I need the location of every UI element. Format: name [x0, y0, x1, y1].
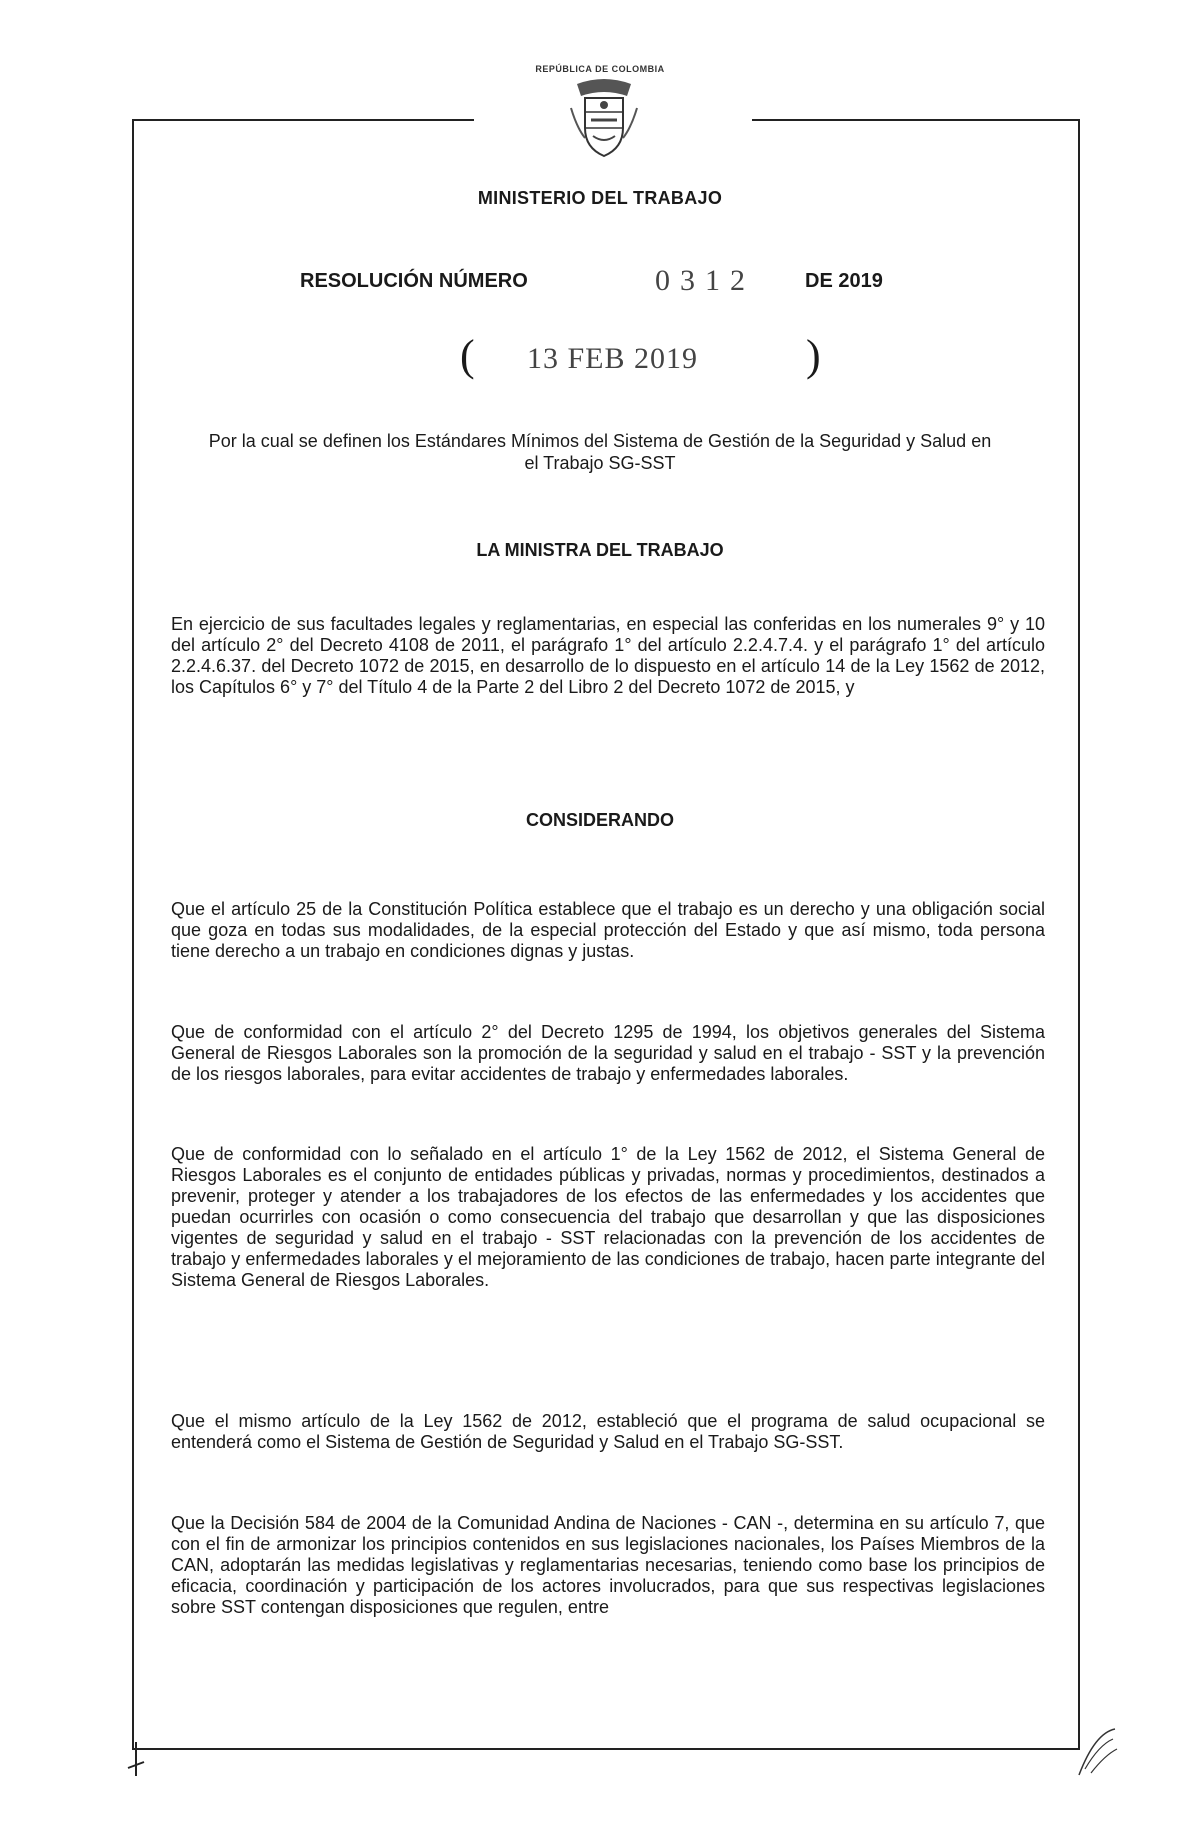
signature-mark-icon: [124, 1740, 150, 1780]
date-line: [0, 330, 1200, 380]
consideration-paragraph: Que de conformidad con lo señalado en el artículo 1° de la Ley 1562 de 2012, el Sistema General de Riesgos Laborales es el conjunto de entidades públicas y privadas, normas y procedimientos, destinados a prevenir, proteger y atender a los trabajadores de los efectos de las enfermedades y los accidentes que puedan ocurrirles con ocasión o como consecuencia del trabajo que desarrollan y que las disposiciones vigentes de seguridad y salud en el trabajo - SST relacionadas con la prevención de los accidentes de trabajo y enfermedades laborales y el mejoramiento de las condiciones de trabajo, hacen parte integrante del Sistema General de Riesgos Laborales.: [171, 1144, 1045, 1290]
resolution-line: [0, 264, 1200, 300]
resolution-label: RESOLUCIÓN NÚMERO: [300, 270, 528, 292]
initials-stamp-icon: [1075, 1725, 1119, 1780]
resolution-number: 0312: [655, 264, 755, 297]
issuer-heading: LA MINISTRA DEL TRABAJO: [476, 540, 724, 560]
frame-border-bottom: [132, 1748, 1080, 1750]
consideration-paragraph: Que el artículo 25 de la Constitución Política establece que el trabajo es un derecho y una obligación social que goza en todas sus modalidades, de la especial protección del Estado y que así mismo, toda persona tiene derecho a un trabajo en condiciones dignas y justas.: [171, 899, 1045, 961]
frame-border-top-right: [752, 119, 1080, 121]
preamble-paragraph: En ejercicio de sus facultades legales y reglamentarias, en especial las conferidas en los numerales 9° y 10 del artículo 2° del Decreto 4108 de 2011, el parágrafo 1° del artículo 2.2.4.7.4. y el parágrafo 1° del artículo 2.2.4.6.37. del Decreto 1072 de 2015, en desarrollo de lo dispuesto en el artículo 14 de la Ley 1562 de 2012, los Capítulos 6° y 7° del Título 4 de la Parte 2 del Libro 2 del Decreto 1072 de 2015, y: [171, 614, 1045, 697]
frame-border-top-left: [132, 119, 474, 121]
consideration-paragraph: Que la Decisión 584 de 2004 de la Comunidad Andina de Naciones - CAN -, determina en su artículo 7, que con el fin de armonizar los principios contenidos en sus legislaciones nacionales, los Países Miembros de la CAN, adoptarán las medidas legislativas y reglamentarias necesarias, teniendo como base los principios de eficacia, coordinación y participación de los actores involucrados, para que sus respectivas legislaciones sobre SST contengan disposiciones que regulen, entre: [171, 1513, 1045, 1617]
consideration-paragraph: Que el mismo artículo de la Ley 1562 de 2012, estableció que el programa de salud ocupacional se entenderá como el Sistema de Gestión de Seguridad y Salud en el Trabajo SG-SST.: [171, 1411, 1045, 1452]
date-paren-open: (: [460, 331, 475, 380]
resolution-year: DE 2019: [805, 270, 883, 292]
republic-label: REPÚBLICA DE COLOMBIA: [535, 64, 665, 74]
resolution-subject: Por la cual se definen los Estándares Mínimos del Sistema de Gestión de la Seguridad y Salud en el Trabajo SG-SST: [208, 431, 992, 473]
date-paren-close: ): [806, 331, 821, 380]
considering-heading: CONSIDERANDO: [525, 810, 674, 830]
consideration-paragraph: Que de conformidad con el artículo 2° del Decreto 1295 de 1994, los objetivos generales del Sistema General de Riesgos Laborales son la promoción de la seguridad y salud en el trabajo - SST y la prevención de los riesgos laborales, para evitar accidentes de trabajo y enfermedades laborales.: [171, 1022, 1045, 1084]
coat-of-arms-icon: [567, 78, 641, 160]
resolution-date-stamp: 13 FEB 2019: [527, 342, 699, 375]
ministry-title: MINISTERIO DEL TRABAJO: [477, 188, 723, 208]
